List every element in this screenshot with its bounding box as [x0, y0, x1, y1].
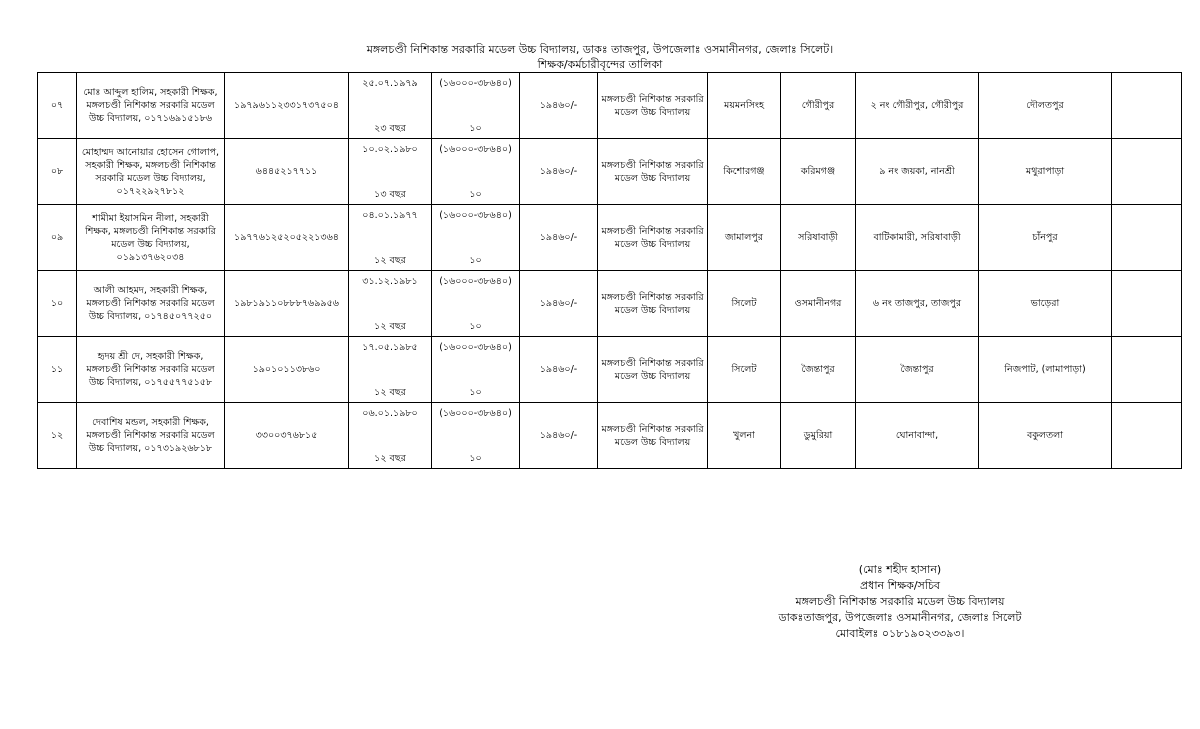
table-row	[38, 73, 1182, 139]
union-cell: ২ নং গৌরীপুর, গৌরীপুর	[856, 73, 979, 139]
serial-cell: ০৭	[38, 73, 77, 139]
village-cell: দৌলতপুর	[979, 73, 1112, 139]
grade-text: ১০	[469, 254, 482, 266]
upazila-cell: জৈন্তাপুর	[781, 337, 856, 403]
union-cell: ৬ নং তাজপুর, তাজপুর	[856, 271, 979, 337]
scale-grade-cell	[432, 337, 520, 403]
district-cell: কিশোরগঞ্জ	[708, 139, 781, 205]
district-cell: ময়মনসিংহ	[708, 73, 781, 139]
village-cell: মথুরাপাড়া	[979, 139, 1112, 205]
district-cell: সিলেট	[708, 337, 781, 403]
village-cell: নিজপাট, (লামাপাড়া)	[979, 337, 1112, 403]
grade-text: ১০	[469, 386, 482, 398]
name-cell: শামীমা ইয়াসমিন নীলা, সহকারী শিক্ষক, মঙ্গলচণ্ডী নিশিকান্ত সরকারি মডেল উচ্চ বিদ্যালয়, ০১৯১৩৭৬২০৩৪	[77, 205, 225, 271]
salary-cell: ১৯৪৬০/-	[520, 403, 598, 469]
institute-cell: মঙ্গলচণ্ডী নিশিকান্ত সরকারি মডেল উচ্চ বিদ্যালয়	[598, 139, 708, 205]
signatory-institute: মঙ্গলচণ্ডী নিশিকান্ত সরকারি মডেল উচ্চ বিদ্যালয়	[795, 595, 1005, 608]
scale-text: (১৬০০০-৩৮৬৪০)	[439, 77, 512, 89]
institute-cell: মঙ্গলচণ্ডী নিশিকান্ত সরকারি মডেল উচ্চ বিদ্যালয়	[598, 271, 708, 337]
grade-text: ১০	[469, 188, 482, 200]
nid-cell: ১৯৭৭৬১২৫২০৫২২১৩৬৪	[225, 205, 349, 271]
serial-cell: ১০	[38, 271, 77, 337]
upazila-cell: গৌরীপুর	[781, 73, 856, 139]
village-cell: চাঁনপুর	[979, 205, 1112, 271]
serial-cell: ১১	[38, 337, 77, 403]
remarks-cell	[1112, 205, 1182, 271]
serial-cell: ০৯	[38, 205, 77, 271]
village-cell: ভাড়েরা	[979, 271, 1112, 337]
salary-cell: ১৯৪৬০/-	[520, 337, 598, 403]
name-cell: মোহাম্মদ আনোয়ার হোসেন গোলাপ, সহকারী শিক্ষক, মঙ্গলচণ্ডী নিশিকান্ত সরকারি মডেল উচ্চ বিদ্যালয়, ০১৭২২৯২৭৮১২	[77, 139, 225, 205]
nid-cell: ৬৪৪৫২১৭৭১১	[225, 139, 349, 205]
union-cell: বাটিকামারী, সরিষাবাড়ী	[856, 205, 979, 271]
upazila-cell: ওসমানীনগর	[781, 271, 856, 337]
signatory-designation: প্রধান শিক্ষক/সচিব	[859, 579, 941, 592]
remarks-cell	[1112, 271, 1182, 337]
nid-cell: ১৯৮১৯১১০৮৮৮৭৬৯৯৫৬	[225, 271, 349, 337]
document-title: মঙ্গলচণ্ডী নিশিকান্ত সরকারি মডেল উচ্চ বিদ্যালয়, ডাকঃ তাজপুর, উপজেলাঃ ওসমানীনগর, জেলাঃ সিলেট।	[366, 43, 834, 56]
scale-text: (১৬০০০-৩৮৬৪০)	[439, 407, 512, 419]
name-cell: আলী আহমদ, সহকারী শিক্ষক, মঙ্গলচণ্ডী নিশিকান্ত সরকারি মডেল উচ্চ বিদ্যালয়, ০১৭৪৫০৭৭২৫০	[77, 271, 225, 337]
service-text: ১২ বছর	[374, 320, 406, 332]
document-subtitle: শিক্ষক/কর্মচারীবৃন্দের তালিকা	[537, 58, 663, 71]
scale-grade-cell	[432, 271, 520, 337]
nid-cell: ৩৩০০৩৭৬৮১৫	[225, 403, 349, 469]
nid-cell: ১৯০১০১১৩৮৬০	[225, 337, 349, 403]
scale-grade-cell	[432, 139, 520, 205]
dob-service-cell	[349, 205, 432, 271]
remarks-cell	[1112, 73, 1182, 139]
dob-service-cell	[349, 403, 432, 469]
salary-cell: ১৯৪৬০/-	[520, 205, 598, 271]
dob-text: ১৭.০৫.১৯৮৫	[362, 341, 418, 353]
service-text: ২৩ বছর	[374, 122, 406, 134]
salary-cell: ১৯৪৬০/-	[520, 271, 598, 337]
institute-cell: মঙ্গলচণ্ডী নিশিকান্ত সরকারি মডেল উচ্চ বিদ্যালয়	[598, 73, 708, 139]
service-text: ১৩ বছর	[374, 188, 406, 200]
institute-cell: মঙ্গলচণ্ডী নিশিকান্ত সরকারি মডেল উচ্চ বিদ্যালয়	[598, 403, 708, 469]
table-row	[38, 271, 1182, 337]
district-cell: সিলেট	[708, 271, 781, 337]
institute-cell: মঙ্গলচণ্ডী নিশিকান্ত সরকারি মডেল উচ্চ বিদ্যালয়	[598, 205, 708, 271]
upazila-cell: করিমগঞ্জ	[781, 139, 856, 205]
dob-service-cell	[349, 139, 432, 205]
upazila-cell: সরিষাবাড়ী	[781, 205, 856, 271]
union-cell: ঘোনাবান্দা,	[856, 403, 979, 469]
table-row	[38, 337, 1182, 403]
village-cell: বকুলতলা	[979, 403, 1112, 469]
service-text: ১২ বছর	[374, 386, 406, 398]
grade-text: ১০	[469, 452, 482, 464]
table-row	[38, 403, 1182, 469]
remarks-cell	[1112, 139, 1182, 205]
scale-grade-cell	[432, 205, 520, 271]
serial-cell: ০৮	[38, 139, 77, 205]
dob-text: ১০.০২.১৯৮০	[362, 143, 418, 155]
dob-text: ০৪.০১.১৯৭৭	[362, 209, 418, 221]
scale-text: (১৬০০০-৩৮৬৪০)	[439, 275, 512, 287]
table-row	[38, 139, 1182, 205]
table-row	[38, 205, 1182, 271]
serial-cell: ১২	[38, 403, 77, 469]
dob-service-cell	[349, 271, 432, 337]
grade-text: ১০	[469, 320, 482, 332]
name-cell: দেবাশিষ মন্ডল, সহকারী শিক্ষক, মঙ্গলচণ্ডী নিশিকান্ত সরকারি মডেল উচ্চ বিদ্যালয়, ০১৭৩১৯২৬৮১৮	[77, 403, 225, 469]
institute-cell: মঙ্গলচণ্ডী নিশিকান্ত সরকারি মডেল উচ্চ বিদ্যালয়	[598, 337, 708, 403]
dob-service-cell	[349, 337, 432, 403]
scale-grade-cell	[432, 73, 520, 139]
union-cell: ৯ নং জয়কা, নানশ্রী	[856, 139, 979, 205]
nid-cell: ১৯৭৯৬১১২৩৩১৭৩৭৫০৪	[225, 73, 349, 139]
scale-text: (১৬০০০-৩৮৬৪০)	[439, 209, 512, 221]
district-cell: জামালপুর	[708, 205, 781, 271]
grade-text: ১০	[469, 122, 482, 134]
scale-text: (১৬০০০-৩৮৬৪০)	[439, 341, 512, 353]
dob-text: ০৬.০১.১৯৮০	[362, 407, 418, 419]
name-cell: মোঃ আব্দুল হালিম, সহকারী শিক্ষক, মঙ্গলচণ্ডী নিশিকান্ত সরকারি মডেল উচ্চ বিদ্যালয়, ০১৭১৬৯১৫১৮৬	[77, 73, 225, 139]
upazila-cell: ডুমুরিয়া	[781, 403, 856, 469]
salary-cell: ১৯৪৬০/-	[520, 139, 598, 205]
dob-text: ৩১.১২.১৯৮১	[362, 275, 418, 287]
dob-service-cell	[349, 73, 432, 139]
service-text: ১২ বছর	[374, 254, 406, 266]
district-cell: খুলনা	[708, 403, 781, 469]
remarks-cell	[1112, 403, 1182, 469]
service-text: ১২ বছর	[374, 452, 406, 464]
dob-text: ২৫.০৭.১৯৭৯	[362, 77, 418, 89]
staff-table	[37, 72, 1182, 469]
remarks-cell	[1112, 337, 1182, 403]
scale-text: (১৬০০০-৩৮৬৪০)	[439, 143, 512, 155]
signatory-name: (মোঃ শহীদ হাসান)	[858, 563, 942, 576]
signatory-mobile: মোবাইলঃ ০১৮১৯০২৩৩৯৩।	[835, 627, 965, 640]
scale-grade-cell	[432, 403, 520, 469]
name-cell: হৃদয় শ্রী দে, সহকারী শিক্ষক, মঙ্গলচণ্ডী নিশিকান্ত সরকারি মডেল উচ্চ বিদ্যালয়, ০১৭৫৫৭৭৫১৫৮	[77, 337, 225, 403]
signatory-address: ডাকঃতাজপুর, উপজেলাঃ ওসমানীনগর, জেলাঃ সিলেট	[778, 611, 1022, 624]
union-cell: জৈন্তাপুর	[856, 337, 979, 403]
salary-cell: ১৯৪৬০/-	[520, 73, 598, 139]
